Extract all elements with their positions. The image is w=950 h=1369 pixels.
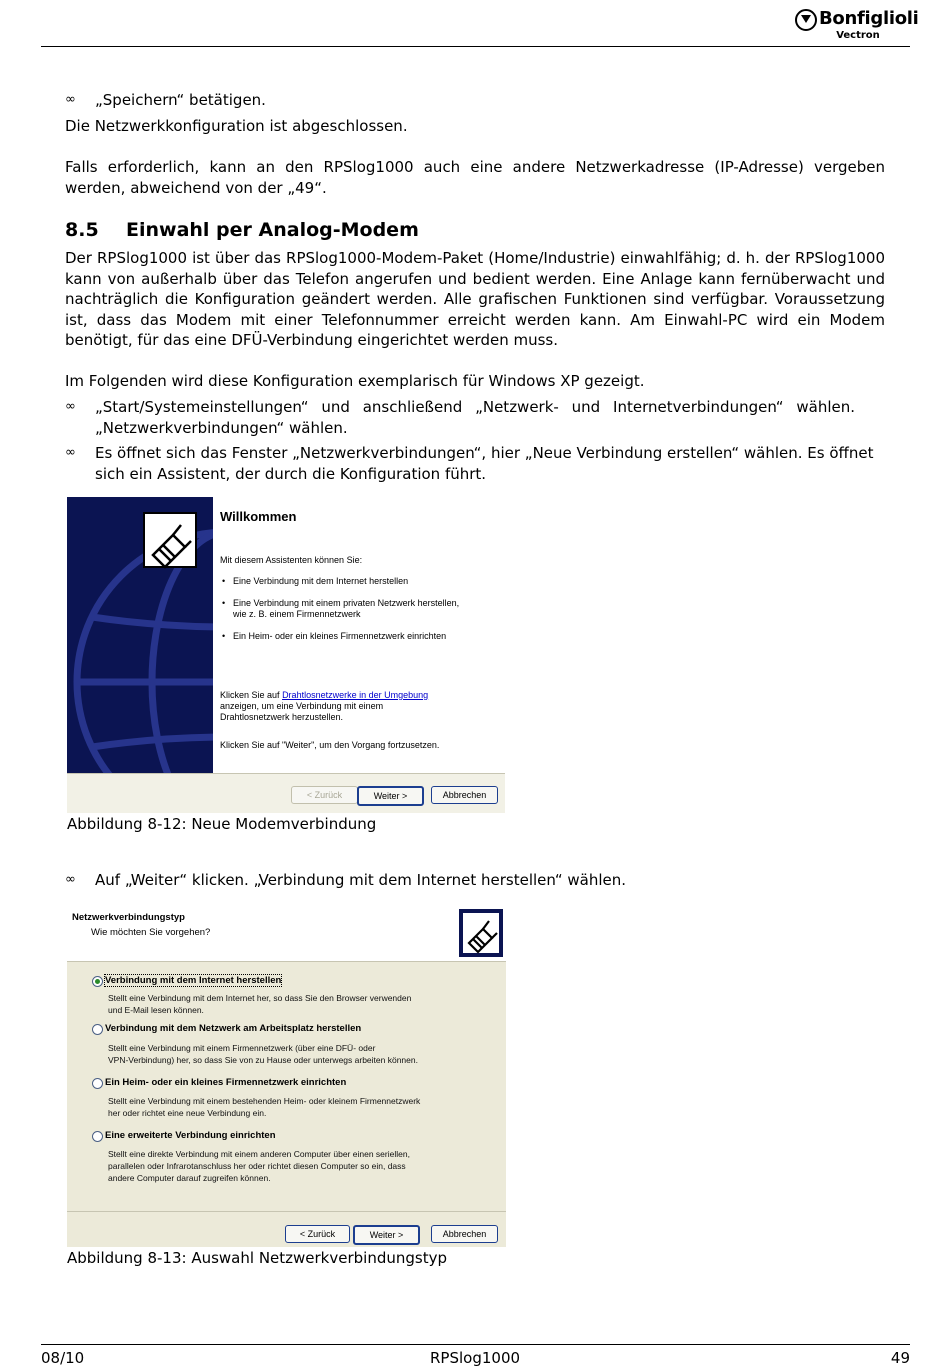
option-advanced-label[interactable]: Eine erweiterte Verbindung einrichten [105,1130,276,1141]
dialog-title: Netzwerkverbindungstyp [72,912,185,923]
back-button[interactable]: < Zurück [285,1225,350,1243]
option-workplace-desc-2: VPN-Verbindung) her, so dass Sie von zu Hause oder unterwegs arbeiten können. [108,1055,418,1065]
next-button[interactable]: Weiter > [353,1225,420,1245]
option-advanced-desc-3: andere Computer darauf zugreifen können. [108,1173,271,1183]
bullet-weiter: Auf „Weiter“ klicken. „Verbindung mit dem Internet herstellen“ wählen. [95,871,626,889]
radio-home-network[interactable] [92,1078,103,1089]
bullet-speichern: „Speichern“ betätigen. [95,91,266,109]
wizard-item-private-1: Eine Verbindung mit einem privaten Netzwerk herstellen, [233,598,460,608]
footer-rule [41,1344,910,1345]
option-workplace-desc-1: Stellt eine Verbindung mit einem Firmennetzwerk (über eine DFÜ- oder [108,1043,376,1053]
bullet-dot: • [222,631,226,641]
logo-icon [795,9,817,31]
wizard-click-line-2: anzeigen, um eine Verbindung mit einem [220,701,384,711]
wizard-click-prefix: Klicken Sie auf [220,690,280,700]
company-logo [795,8,919,44]
wizard-click-line-3: Drahtlosnetzwerk herzustellen. [220,712,344,722]
radio-advanced[interactable] [92,1131,103,1142]
section-number: 8.5 [65,219,99,241]
bullet-start-settings: „Start/Systemeinstellungen“ und anschließend „Netzwerk- und Internetverbindungen“ wählen. „Netzwerkverbindungen“ wählen. [95,398,855,437]
wizard-continue-hint: Klicken Sie auf "Weiter", um den Vorgang fortzusetzen. [220,740,440,750]
paragraph-modem-intro: Der RPSlog1000 ist über das RPSlog1000-Modem-Paket (Home/Industrie) einwahlfähig; d. h. der RPSlog1000 kann von außerhalb über das Telefon angerufen und bedient werden. Eine Anlage kann fernüberwacht und nachträglich die Konfiguration geändert werden. Alle grafischen Funktionen sind verfügbar. Voraussetzung ist, dass das Modem mit einer Telefonnummer erreicht werden kann. Am Einwahl-PC wird ein Modem benötigt, für das eine DFÜ-Verbindung eingerichtet werden muss. [65,249,885,349]
option-advanced-desc-2: parallelen oder Infrarotanschluss her oder richtet diesen Computer so ein, dass [108,1161,406,1171]
dialog-divider [67,1211,506,1212]
globe-icon [67,497,213,773]
network-cable-icon [458,908,504,958]
header-rule [41,46,910,47]
dialog-subtitle: Wie möchten Sie vorgehen? [91,927,211,938]
option-home-label[interactable]: Ein Heim- oder ein kleines Firmennetzwerk einrichten [105,1077,347,1088]
bullet-icon: ∞ [65,92,76,107]
wizard-item-internet: Eine Verbindung mit dem Internet herstellen [233,576,409,586]
wizard-sidebar [67,497,213,773]
back-button[interactable]: < Zurück [291,786,358,804]
figure-caption-2: Abbildung 8-13: Auswahl Netzwerkverbindungstyp [67,1249,447,1267]
option-home-desc-2: her oder richtet eine neue Verbindung ein. [108,1108,267,1118]
connection-type-screenshot [67,906,506,1247]
bullet-icon: ∞ [65,872,76,887]
bullet-icon: ∞ [65,445,76,460]
cancel-button[interactable]: Abbrechen [431,786,498,804]
figure-caption-1: Abbildung 8-12: Neue Modemverbindung [67,815,377,833]
logo-subbrand: Vectron [836,30,880,41]
radio-internet[interactable] [92,976,103,987]
wizard-item-private-2: wie z. B. einem Firmennetzwerk [233,609,361,619]
bullet-dot: • [222,598,226,608]
wizard-click-line [220,690,428,701]
section-title: Einwahl per Analog-Modem [126,219,419,241]
option-internet-desc-2: und E-Mail lesen können. [108,1005,204,1015]
footer-date: 08/10 [41,1349,85,1367]
dialog-header [67,906,506,962]
paragraph-windows-xp: Im Folgenden wird diese Konfiguration exemplarisch für Windows XP gezeigt. [65,372,645,390]
wizard-welcome-screenshot [67,497,505,813]
section-heading [65,219,419,241]
bullet-icon: ∞ [65,399,76,414]
logo-brand: Bonfiglioli [819,8,919,29]
footer-product: RPSlog1000 [430,1349,521,1367]
option-advanced-desc-1: Stellt eine direkte Verbindung mit einem anderen Computer über einen seriellen, [108,1149,410,1159]
option-internet-label[interactable]: Verbindung mit dem Internet herstellen [105,975,282,986]
wizard-item-home: Ein Heim- oder ein kleines Firmennetzwerk einrichten [233,631,447,641]
option-internet-desc-1: Stellt eine Verbindung mit dem Internet her, so dass Sie den Browser verwenden [108,993,412,1003]
bullet-dot: • [222,576,226,586]
cancel-button[interactable]: Abbrechen [431,1225,498,1243]
bullet-new-connection: Es öffnet sich das Fenster „Netzwerkverbindungen“, hier „Neue Verbindung erstellen“ wählen. Es öffnet sich ein Assistent, der durch die Konfiguration führt. [95,444,874,483]
wireless-networks-link[interactable]: Drahtlosnetzwerke in der Umgebung [282,690,429,700]
wizard-content [213,497,505,773]
option-home-desc-1: Stellt eine Verbindung mit einem bestehenden Heim- oder kleinem Firmennetzwerk [108,1096,421,1106]
wizard-title: Willkommen [220,509,297,524]
wizard-intro: Mit diesem Assistenten können Sie: [220,555,363,565]
page-number: 49 [890,1349,910,1367]
radio-workplace[interactable] [92,1024,103,1035]
option-workplace-label[interactable]: Verbindung mit dem Netzwerk am Arbeitsplatz herstellen [105,1023,362,1034]
next-button[interactable]: Weiter > [357,786,424,806]
wizard-button-bar [67,773,505,813]
paragraph-ip-address: Falls erforderlich, kann an den RPSlog1000 auch eine andere Netzwerkadresse (IP-Adresse) vergeben werden, abweichend von der „49“. [65,158,885,197]
paragraph-config-done: Die Netzwerkkonfiguration ist abgeschlossen. [65,117,408,135]
